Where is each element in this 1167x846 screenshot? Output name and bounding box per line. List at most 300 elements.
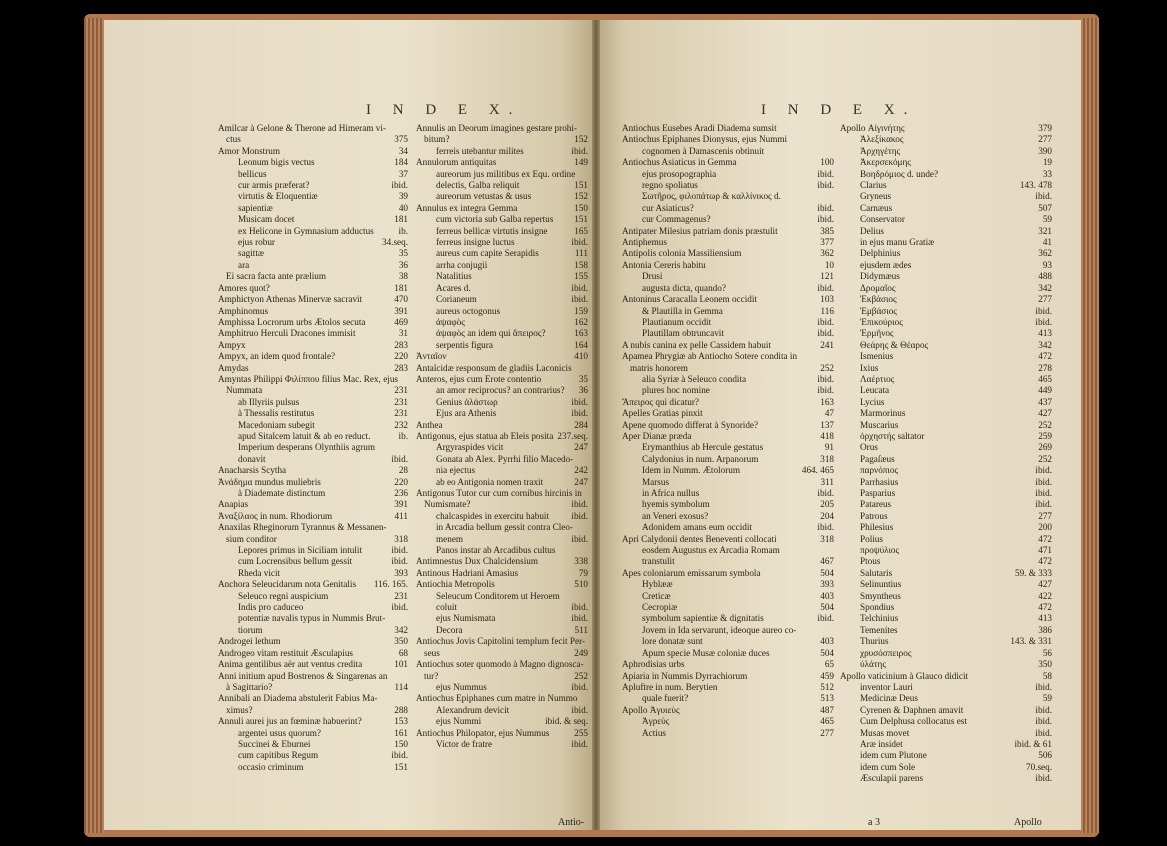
index-entry bbox=[218, 340, 408, 351]
index-entry bbox=[622, 226, 834, 237]
entry-page-ref: 231 bbox=[394, 590, 408, 601]
entry-text: Antiochia Metropolis bbox=[416, 579, 495, 590]
entry-text: Indis pro caduceo bbox=[238, 602, 304, 613]
entry-text: bitum? bbox=[424, 134, 450, 145]
entry-page-ref: 247 bbox=[574, 442, 588, 453]
entry-page-ref: 472 bbox=[1038, 602, 1052, 613]
entry-text: ejus Nummi bbox=[436, 716, 482, 727]
index-entry bbox=[622, 397, 834, 408]
entry-text: Clarius bbox=[860, 180, 887, 191]
entry-page-ref: 163 bbox=[820, 396, 834, 407]
index-entry bbox=[218, 123, 408, 134]
entry-page-ref: 241 bbox=[820, 339, 834, 350]
entry-text: Antiochus Philopator, ejus Nummus bbox=[416, 727, 550, 738]
index-entry bbox=[840, 248, 1052, 259]
entry-page-ref: ibid. bbox=[1035, 305, 1052, 316]
index-entry bbox=[622, 693, 834, 704]
entry-page-ref: 390 bbox=[1038, 145, 1052, 156]
index-entry bbox=[416, 214, 588, 225]
index-entry bbox=[218, 488, 408, 499]
entry-text: regno spoliatus bbox=[642, 180, 698, 191]
index-entry bbox=[218, 762, 408, 773]
entry-text: Anteros, ejus cum Erote contentio bbox=[416, 373, 542, 384]
entry-text: ejusdem ædes bbox=[860, 259, 912, 270]
entry-text: Spondius bbox=[860, 602, 895, 613]
entry-text: Ismenius bbox=[860, 351, 894, 362]
entry-page-ref: 513 bbox=[820, 693, 834, 704]
entry-text: Æsculapii parens bbox=[860, 773, 924, 784]
index-entry bbox=[622, 602, 834, 613]
entry-text: Ἐπικούριος bbox=[860, 316, 903, 327]
entry-text: Annulis an Deorum imagines gestare prohi- bbox=[416, 123, 577, 133]
index-entry bbox=[218, 739, 408, 750]
entry-page-ref: 231 bbox=[394, 396, 408, 407]
entry-text: ferreis utebantur milites bbox=[436, 145, 524, 156]
index-entry bbox=[622, 294, 834, 305]
entry-page-ref: 507 bbox=[1038, 202, 1052, 213]
entry-text: Temenites bbox=[860, 624, 898, 635]
entry-text: seus bbox=[424, 647, 440, 658]
index-entry bbox=[840, 636, 1052, 647]
index-entry bbox=[840, 294, 1052, 305]
index-entry bbox=[840, 420, 1052, 431]
index-entry bbox=[622, 534, 834, 545]
index-entry bbox=[416, 442, 588, 453]
index-entry bbox=[622, 363, 834, 374]
index-entry bbox=[622, 579, 834, 590]
entry-page-ref: 411 bbox=[394, 510, 408, 521]
index-entry bbox=[218, 237, 408, 248]
index-entry bbox=[416, 363, 588, 374]
entry-text: Ἀκερσεκόμης bbox=[860, 157, 911, 168]
entry-text: Lycius bbox=[860, 396, 885, 407]
entry-page-ref: 121 bbox=[820, 271, 834, 282]
index-entry bbox=[416, 180, 588, 191]
entry-page-ref: 510 bbox=[574, 579, 588, 590]
entry-page-ref: ibid. bbox=[571, 499, 588, 510]
entry-page-ref: 318 bbox=[820, 533, 834, 544]
entry-text: Androgeo vitam restituit Æsculapius bbox=[218, 647, 353, 658]
index-entry bbox=[416, 477, 588, 488]
index-entry bbox=[218, 499, 408, 510]
index-entry bbox=[622, 123, 834, 134]
entry-text: à Sagittario? bbox=[226, 681, 273, 692]
entry-page-ref: ibid. bbox=[571, 294, 588, 305]
entry-page-ref: 277 bbox=[1038, 510, 1052, 521]
entry-page-ref: ibid. bbox=[1035, 191, 1052, 202]
entry-page-ref: 410 bbox=[574, 351, 588, 362]
entry-page-ref: 375 bbox=[394, 134, 408, 145]
entry-page-ref: 93 bbox=[1042, 259, 1052, 270]
entry-page-ref: 259 bbox=[1038, 430, 1052, 441]
entry-text: sapientiæ bbox=[238, 202, 273, 213]
entry-text: Annibali an Diadema abstulerit Fabius Ma- bbox=[218, 693, 378, 704]
index-entry bbox=[622, 408, 834, 419]
index-entry bbox=[218, 351, 408, 362]
entry-text: Acares d. bbox=[436, 282, 471, 293]
index-entry bbox=[416, 260, 588, 271]
index-entry bbox=[622, 659, 834, 670]
entry-page-ref: 150 bbox=[394, 738, 408, 749]
index-entry bbox=[840, 534, 1052, 545]
entry-text: quale fuerit? bbox=[642, 693, 689, 704]
entry-text: tur? bbox=[424, 670, 439, 681]
entry-text: Δρομαῖος bbox=[860, 282, 896, 293]
index-entry bbox=[840, 682, 1052, 693]
entry-page-ref: 277 bbox=[1038, 294, 1052, 305]
entry-text: Delius bbox=[860, 225, 884, 236]
entry-text: potentiæ navalis typus in Nummis Brut- bbox=[238, 613, 386, 624]
entry-text: Antonia Cereris habitu bbox=[622, 259, 706, 270]
entry-text: Antiphemus bbox=[622, 237, 667, 248]
index-entry bbox=[218, 248, 408, 259]
entry-text: Apum specie Musæ coloniæ duces bbox=[642, 647, 770, 658]
index-entry bbox=[416, 374, 588, 385]
index-entry bbox=[416, 169, 588, 180]
entry-text: προψύλιος bbox=[860, 545, 900, 556]
entry-page-ref: 465 bbox=[1038, 373, 1052, 384]
index-entry bbox=[840, 374, 1052, 385]
entry-text: augusta dicta, quando? bbox=[642, 282, 726, 293]
entry-text: occasio criminum bbox=[238, 761, 304, 772]
entry-page-ref: ibid. bbox=[817, 373, 834, 384]
index-entry bbox=[218, 214, 408, 225]
entry-text: idem cum Plutone bbox=[860, 750, 927, 761]
entry-page-ref: 252 bbox=[1038, 453, 1052, 464]
entry-text: Cum Delphusa collocatus est bbox=[860, 716, 967, 727]
entry-text: inventor Lauri bbox=[860, 681, 913, 692]
entry-page-ref: 151 bbox=[394, 761, 408, 772]
entry-text: Leucata bbox=[860, 385, 890, 396]
entry-text: aureus cum capite Serapidis bbox=[436, 248, 539, 259]
entry-page-ref: 471 bbox=[1038, 545, 1052, 556]
entry-text: Antigonus Tutor cur cum cornibus hircinis in bbox=[416, 488, 582, 498]
entry-text: cur armis præferat? bbox=[238, 180, 310, 191]
entry-page-ref: 437 bbox=[1038, 396, 1052, 407]
entry-text: Pagaſæus bbox=[860, 453, 895, 464]
index-entry bbox=[622, 625, 834, 636]
index-entry bbox=[840, 613, 1052, 624]
entry-page-ref: 504 bbox=[820, 647, 834, 658]
index-entry bbox=[840, 716, 1052, 727]
index-entry bbox=[622, 499, 834, 510]
entry-page-ref: 386 bbox=[1038, 624, 1052, 635]
index-entry bbox=[622, 420, 834, 431]
entry-text: Succinei & Eburnei bbox=[238, 738, 311, 749]
index-entry bbox=[218, 363, 408, 374]
entry-page-ref: 488 bbox=[1038, 271, 1052, 282]
entry-text: an Veneri exosus? bbox=[642, 510, 709, 521]
entry-text: Victor de fratre bbox=[436, 738, 493, 749]
index-entry bbox=[840, 545, 1052, 556]
index-entry bbox=[416, 739, 588, 750]
entry-text: Aper Dianæ præda bbox=[622, 430, 692, 441]
entry-text: symbolum sapientiæ & dignitatis bbox=[642, 613, 764, 624]
index-entry bbox=[840, 556, 1052, 567]
index-entry bbox=[840, 488, 1052, 499]
entry-page-ref: 111 bbox=[574, 248, 588, 259]
index-entry bbox=[622, 146, 834, 157]
entry-text: Rheda vicit bbox=[238, 567, 281, 578]
index-entry bbox=[218, 328, 408, 339]
index-entry bbox=[416, 271, 588, 282]
entry-text: Antiochus Asiaticus in Gemma bbox=[622, 157, 737, 168]
entry-page-ref: 153 bbox=[394, 716, 408, 727]
entry-page-ref: 114 bbox=[394, 681, 408, 692]
entry-page-ref: 342 bbox=[1038, 339, 1052, 350]
index-entry bbox=[218, 306, 408, 317]
index-entry bbox=[840, 659, 1052, 670]
entry-page-ref: ibid. bbox=[391, 556, 408, 567]
entry-page-ref: 79 bbox=[578, 567, 588, 578]
entry-text: chalcaspides in exercitu habuit bbox=[436, 510, 550, 521]
index-entry bbox=[416, 682, 588, 693]
index-entry bbox=[622, 157, 834, 168]
index-entry bbox=[622, 682, 834, 693]
entry-page-ref: 220 bbox=[394, 351, 408, 362]
entry-text: arrha conjugii bbox=[436, 259, 488, 270]
entry-page-ref: 34 bbox=[398, 145, 408, 156]
index-entry bbox=[840, 522, 1052, 533]
entry-text: Apes coloniarum emissarum symbola bbox=[622, 567, 761, 578]
entry-page-ref: ibid. bbox=[817, 328, 834, 339]
entry-page-ref: 163 bbox=[574, 328, 588, 339]
right-column-a bbox=[622, 123, 834, 739]
entry-text: donavit bbox=[238, 453, 266, 464]
index-entry bbox=[622, 568, 834, 579]
entry-page-ref: 152 bbox=[574, 191, 588, 202]
entry-text: Telchinius bbox=[860, 613, 899, 624]
entry-page-ref: 393 bbox=[820, 579, 834, 590]
index-entry bbox=[218, 169, 408, 180]
index-entry bbox=[218, 203, 408, 214]
right-catchword: Apollo bbox=[1014, 817, 1042, 828]
index-entry bbox=[416, 454, 588, 465]
index-entry bbox=[218, 671, 408, 682]
entry-text: Antipater Milesius patriam donis præstulit bbox=[622, 225, 778, 236]
entry-text: ex Helicone in Gymnasium adductus bbox=[238, 225, 374, 236]
entry-page-ref: ibid. bbox=[817, 168, 834, 179]
entry-page-ref: 342 bbox=[1038, 282, 1052, 293]
entry-page-ref: 391 bbox=[394, 305, 408, 316]
index-entry bbox=[218, 648, 408, 659]
entry-text: Apollo Αἰγινήτης bbox=[840, 123, 905, 133]
entry-text: Erymanthius ab Hercule gestatus bbox=[642, 442, 764, 453]
entry-text: aureus octogonus bbox=[436, 305, 501, 316]
entry-page-ref: 41 bbox=[1042, 237, 1052, 248]
signature-mark: a 3 bbox=[868, 817, 880, 828]
entry-text: an amor reciprocus? an contrarius? bbox=[436, 385, 565, 396]
index-entry bbox=[416, 237, 588, 248]
entry-page-ref: 403 bbox=[820, 590, 834, 601]
entry-page-ref: ibid. bbox=[817, 214, 834, 225]
entry-page-ref: ibid. bbox=[1035, 499, 1052, 510]
index-entry bbox=[218, 157, 408, 168]
entry-page-ref: 362 bbox=[1038, 248, 1052, 259]
entry-text: Creticæ bbox=[642, 590, 671, 601]
index-entry bbox=[416, 545, 588, 556]
entry-text: Antinous Hadriani Amasius bbox=[416, 567, 519, 578]
index-entry bbox=[622, 442, 834, 453]
entry-text: χρυσόσπειρος bbox=[860, 647, 912, 658]
entry-text: idem cum Sole bbox=[860, 761, 916, 772]
entry-text: ejus robur bbox=[238, 237, 275, 248]
entry-text: Antimnestus Dux Chalcidensium bbox=[416, 556, 538, 567]
index-entry bbox=[622, 636, 834, 647]
entry-page-ref: 70.seq. bbox=[1025, 761, 1052, 772]
entry-text: Antiochus Jovis Capitolini templum fecit Per- bbox=[416, 636, 585, 647]
index-entry bbox=[840, 602, 1052, 613]
entry-text: Amydas bbox=[218, 362, 249, 373]
entry-page-ref: ibid. bbox=[1035, 773, 1052, 784]
index-entry bbox=[218, 659, 408, 670]
index-entry bbox=[218, 283, 408, 294]
index-entry bbox=[218, 682, 408, 693]
entry-text: Cyrenen & Daphnen amavit bbox=[860, 704, 964, 715]
index-entry bbox=[622, 454, 834, 465]
entry-text: Amilcar à Gelone & Therone ad Himeram vi- bbox=[218, 123, 386, 133]
entry-text: Numismate? bbox=[424, 499, 471, 510]
index-entry bbox=[622, 317, 834, 328]
index-entry bbox=[840, 693, 1052, 704]
entry-page-ref: 247 bbox=[574, 476, 588, 487]
entry-page-ref: 47 bbox=[824, 408, 834, 419]
entry-page-ref: ibid. bbox=[571, 510, 588, 521]
entry-text: Λαέρτιος bbox=[860, 373, 895, 384]
index-entry bbox=[416, 294, 588, 305]
entry-text: Ἑρμῆνος bbox=[860, 328, 894, 339]
entry-page-ref: 467 bbox=[820, 556, 834, 567]
entry-page-ref: ibid. bbox=[817, 180, 834, 191]
entry-page-ref: 391 bbox=[394, 499, 408, 510]
entry-text: Marmorinus bbox=[860, 408, 906, 419]
index-entry bbox=[622, 306, 834, 317]
index-entry bbox=[840, 454, 1052, 465]
index-entry bbox=[840, 408, 1052, 419]
entry-text: ara bbox=[238, 259, 250, 270]
entry-text: Ἄπειρος qui dicatur? bbox=[622, 396, 699, 407]
entry-text: sagittæ bbox=[238, 248, 265, 259]
entry-text: Cecropiæ bbox=[642, 602, 678, 613]
entry-text: Aphrodisias urbs bbox=[622, 659, 685, 670]
left-page-header: I N D E X. bbox=[366, 102, 522, 118]
right-page-header: I N D E X. bbox=[761, 102, 917, 118]
entry-text: tiorum bbox=[238, 624, 263, 635]
entry-text: Adonidem amans eum occidit bbox=[642, 522, 752, 533]
index-entry bbox=[840, 465, 1052, 476]
entry-page-ref: 35 bbox=[398, 248, 408, 259]
index-entry bbox=[840, 591, 1052, 602]
entry-page-ref: 164 bbox=[574, 339, 588, 350]
entry-page-ref: 116 bbox=[820, 305, 834, 316]
entry-text: Calydonius in num. Arpanorum bbox=[642, 453, 759, 464]
entry-page-ref: 249 bbox=[574, 647, 588, 658]
entry-text: ferreus bellicæ virtutis insigne bbox=[436, 225, 548, 236]
entry-page-ref: 252 bbox=[574, 670, 588, 681]
entry-page-ref: 149 bbox=[574, 157, 588, 168]
entry-text: Salutaris bbox=[860, 567, 893, 578]
index-entry bbox=[218, 260, 408, 271]
index-entry bbox=[416, 123, 588, 134]
entry-text: Amores quot? bbox=[218, 282, 270, 293]
entry-page-ref: ibid. bbox=[571, 396, 588, 407]
entry-page-ref: 19 bbox=[1042, 157, 1052, 168]
index-entry bbox=[840, 397, 1052, 408]
entry-text: ab Illyriis pulsus bbox=[238, 396, 300, 407]
entry-page-ref: ibid. bbox=[391, 180, 408, 191]
entry-text: Θεάρης & Θέαρος bbox=[860, 339, 929, 350]
index-entry bbox=[622, 271, 834, 282]
left-page bbox=[104, 20, 596, 830]
index-entry bbox=[218, 454, 408, 465]
entry-text: Annuli aurei jus an fœminæ habuerint? bbox=[218, 716, 362, 727]
entry-page-ref: 39 bbox=[398, 191, 408, 202]
entry-page-ref: ibid. bbox=[817, 613, 834, 624]
index-entry bbox=[218, 602, 408, 613]
index-entry bbox=[218, 568, 408, 579]
index-entry bbox=[416, 511, 588, 522]
entry-text: Apamea Phrygiæ ab Antiocho Sotere condita in bbox=[622, 351, 798, 362]
entry-page-ref: 242 bbox=[574, 465, 588, 476]
entry-page-ref: ibid. bbox=[571, 533, 588, 544]
entry-page-ref: 137 bbox=[820, 419, 834, 430]
index-entry bbox=[218, 579, 408, 590]
index-entry bbox=[218, 374, 408, 385]
entry-page-ref: 31 bbox=[398, 328, 408, 339]
entry-page-ref: 161 bbox=[394, 727, 408, 738]
entry-page-ref: 28 bbox=[398, 465, 408, 476]
entry-page-ref: 385 bbox=[820, 225, 834, 236]
entry-text: Jovem in Ida servarunt, ideoque aureo co- bbox=[642, 624, 797, 635]
entry-page-ref: 255 bbox=[574, 727, 588, 738]
entry-text: Apollo vaticinium à Glauco didicit bbox=[840, 670, 969, 681]
index-entry bbox=[416, 191, 588, 202]
book-gutter bbox=[592, 20, 600, 830]
index-entry bbox=[840, 134, 1052, 145]
entry-text: ab eo Antigonia nomen traxit bbox=[436, 476, 544, 487]
index-entry bbox=[622, 613, 834, 624]
entry-page-ref: 158 bbox=[574, 259, 588, 270]
index-entry bbox=[840, 237, 1052, 248]
index-entry bbox=[622, 477, 834, 488]
entry-text: cur Asiaticus? bbox=[642, 202, 694, 213]
entry-text: Apelles Gratias pinxit bbox=[622, 408, 703, 419]
entry-text: Musas movet bbox=[860, 727, 910, 738]
index-entry bbox=[416, 522, 588, 533]
index-entry bbox=[416, 602, 588, 613]
entry-text: Natalitius bbox=[436, 271, 472, 282]
index-entry bbox=[218, 477, 408, 488]
entry-text: alia Syriæ à Seleuco condita bbox=[642, 373, 747, 384]
index-entry bbox=[218, 226, 408, 237]
entry-page-ref: 504 bbox=[820, 602, 834, 613]
index-entry bbox=[622, 591, 834, 602]
entry-page-ref: 150 bbox=[574, 202, 588, 213]
entry-text: Hyblææ bbox=[642, 579, 673, 590]
entry-page-ref: 231 bbox=[394, 385, 408, 396]
entry-text: Amphissa Locrorum urbs Ætolos secuta bbox=[218, 316, 366, 327]
index-entry bbox=[840, 191, 1052, 202]
entry-text: Ptous bbox=[860, 556, 881, 567]
entry-page-ref: ibid. bbox=[1035, 476, 1052, 487]
entry-page-ref: ibid. bbox=[817, 282, 834, 293]
entry-text: Anchora Seleucidarum nota Genitalis bbox=[218, 579, 357, 590]
entry-text: virtutis & Eloquentiæ bbox=[238, 191, 318, 202]
entry-text: Orus bbox=[860, 442, 878, 453]
index-entry bbox=[622, 340, 834, 351]
entry-text: Musicam docet bbox=[238, 214, 295, 225]
index-entry bbox=[840, 203, 1052, 214]
